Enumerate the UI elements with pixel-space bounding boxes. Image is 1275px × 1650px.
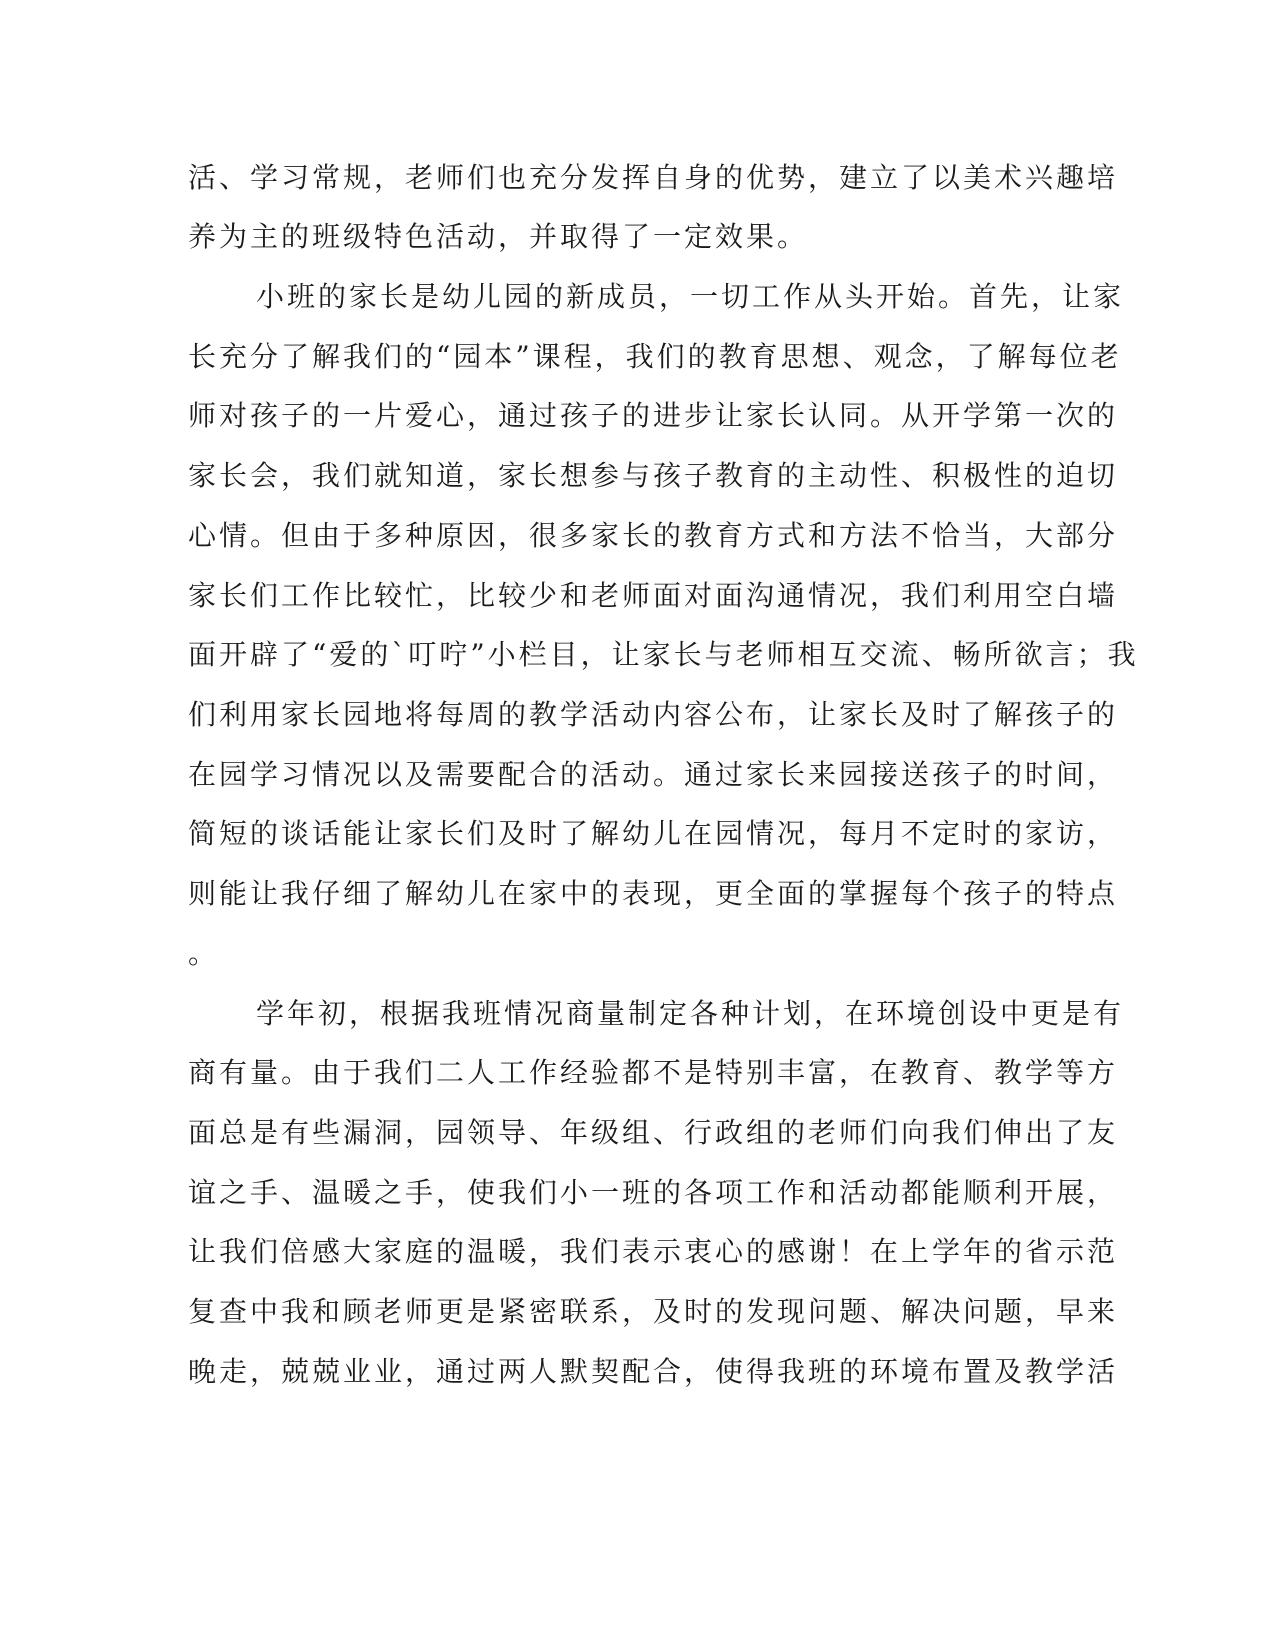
text-line: 面开辟了“爱的`叮咛”小栏目，让家长与老师相互交流、畅所欲言；我 [188, 638, 1139, 671]
paragraph-start-line: 小班的家长是幼儿园的新成员，一切工作从头开始。首先，让家 [256, 280, 1125, 313]
text-line: 谊之手、温暖之手，使我们小一班的各项工作和活动都能顺利开展， [188, 1176, 1119, 1209]
text-line: 长充分了解我们的“园本”课程，我们的教育思想、观念，了解每位老 [188, 340, 1122, 373]
text-line: 。 [188, 937, 220, 970]
text-line: 面总是有些漏洞，园领导、年级组、行政组的老师们向我们伸出了友 [188, 1116, 1119, 1149]
text-line: 心情。但由于多种原因，很多家长的教育方式和方法不恰当，大部分 [188, 519, 1119, 552]
text-line: 师对孩子的一片爱心，通过孩子的进步让家长认同。从开学第一次的 [188, 399, 1119, 432]
text-line: 养为主的班级特色活动，并取得了一定效果。 [188, 220, 809, 253]
text-line: 则能让我仔细了解幼儿在家中的表现，更全面的掌握每个孩子的特点 [188, 877, 1119, 910]
paragraph-start-line: 学年初，根据我班情况商量制定各种计划，在环境创设中更是有 [256, 997, 1125, 1030]
text-line: 家长会，我们就知道，家长想参与孩子教育的主动性、积极性的迫切 [188, 459, 1119, 492]
text-line: 复查中我和顾老师更是紧密联系，及时的发现问题、解决问题，早来 [188, 1295, 1119, 1328]
text-line: 在园学习情况以及需要配合的活动。通过家长来园接送孩子的时间， [188, 758, 1119, 791]
text-line: 晚走，兢兢业业，通过两人默契配合，使得我班的环境布置及教学活 [188, 1355, 1119, 1388]
text-line: 家长们工作比较忙，比较少和老师面对面沟通情况，我们利用空白墙 [188, 579, 1119, 612]
text-line: 商有量。由于我们二人工作经验都不是特别丰富，在教育、教学等方 [188, 1056, 1119, 1089]
text-line: 简短的谈话能让家长们及时了解幼儿在园情况，每月不定时的家访， [188, 817, 1119, 850]
text-line: 活、学习常规，老师们也充分发挥自身的优势，建立了以美术兴趣培 [188, 161, 1119, 194]
text-line: 让我们倍感大家庭的温暖，我们表示衷心的感谢！在上学年的省示范 [188, 1235, 1119, 1268]
text-line: 们利用家长园地将每周的教学活动内容公布，让家长及时了解孩子的 [188, 698, 1119, 731]
